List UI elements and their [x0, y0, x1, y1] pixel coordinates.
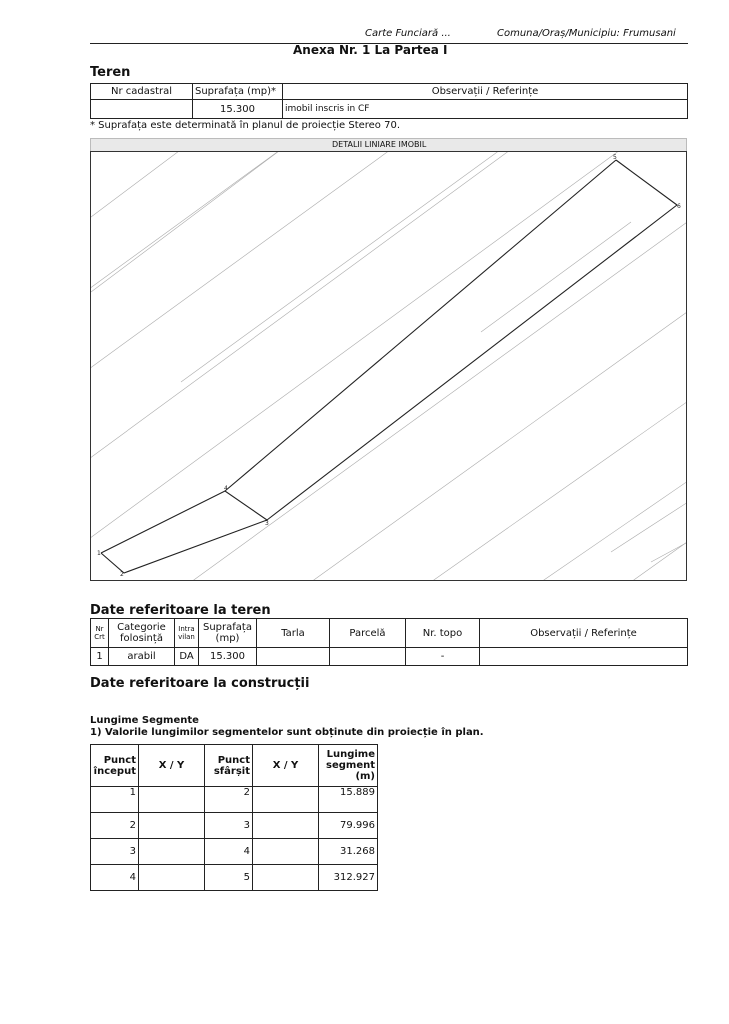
page-title: Anexa Nr. 1 La Partea I — [293, 43, 448, 57]
table-row — [91, 813, 378, 839]
col-nr-cadastral: Nr cadastral — [91, 84, 193, 100]
cell-length: 15.889 — [319, 787, 378, 813]
cell-end: 2 — [205, 787, 253, 813]
col-lungime: Lungime segment (m) — [319, 745, 378, 787]
cell-nr-crt: 1 — [91, 648, 109, 666]
cell-nr-cadastral — [91, 100, 193, 119]
cell-xy-start — [139, 787, 205, 813]
teren-heading: Teren — [90, 65, 131, 80]
col-observatii-teren: Observații / Referințe — [480, 619, 688, 648]
date-teren-table — [90, 618, 688, 666]
table-row — [91, 648, 688, 666]
parcel-plan-svg — [91, 152, 687, 581]
col-punct-inceput: Punct început — [91, 745, 139, 787]
table-row — [91, 787, 378, 813]
teren-table — [90, 83, 688, 119]
cell-start: 4 — [91, 865, 139, 891]
date-teren-heading: Date referitoare la teren — [90, 603, 271, 618]
cell-nr-topo: - — [406, 648, 480, 666]
cell-length: 312.927 — [319, 865, 378, 891]
cell-xy-end — [253, 787, 319, 813]
header-cf-label: Carte Funciară ... — [365, 28, 451, 39]
cell-observatii: imobil inscris in CF — [283, 100, 688, 119]
background-hatching — [91, 152, 687, 581]
segmente-heading: Lungime Segmente — [90, 715, 199, 726]
cell-categorie: arabil — [109, 648, 175, 666]
cell-end: 4 — [205, 839, 253, 865]
cell-start: 2 — [91, 813, 139, 839]
col-suprafata: Suprafața (mp)* — [193, 84, 283, 100]
plan-title: DETALII LINIARE IMOBIL — [332, 140, 427, 149]
cell-xy-end — [253, 839, 319, 865]
date-constructii-heading: Date referitoare la construcții — [90, 676, 310, 691]
table-row — [91, 839, 378, 865]
cell-suprafata: 15.300 — [193, 100, 283, 119]
cell-end: 3 — [205, 813, 253, 839]
col-intravilan: Intra vilan — [175, 619, 199, 648]
col-xy-start: X / Y — [139, 745, 205, 787]
col-categorie: Categorie folosință — [109, 619, 175, 648]
col-punct-sfarsit: Punct sfârșit — [205, 745, 253, 787]
parcel-plan — [90, 151, 687, 581]
point-label-3: 3 — [265, 520, 269, 527]
segmente-note: 1) Valorile lungimilor segmentelor sunt obținute din proiecție în plan. — [90, 727, 484, 738]
point-label-2: 2 — [120, 571, 124, 578]
cell-start: 1 — [91, 787, 139, 813]
cell-suprafata-mp: 15.300 — [199, 648, 257, 666]
cell-xy-end — [253, 813, 319, 839]
point-label-5: 5 — [613, 154, 617, 161]
point-label-6: 6 — [677, 203, 681, 210]
cell-xy-start — [139, 865, 205, 891]
cell-end: 5 — [205, 865, 253, 891]
cell-tarla — [257, 648, 330, 666]
cell-length: 31.268 — [319, 839, 378, 865]
col-parcela: Parcelă — [330, 619, 406, 648]
cell-parcela — [330, 648, 406, 666]
table-row — [91, 865, 378, 891]
cell-intravilan: DA — [175, 648, 199, 666]
header-commune-label: Comuna/Oraș/Municipiu: Frumusani — [497, 28, 676, 39]
col-suprafata-mp: Suprafața (mp) — [199, 619, 257, 648]
parcel-outline — [101, 160, 677, 573]
suprafata-footnote: * Suprafața este determinată în planul de proiecție Stereo 70. — [90, 120, 401, 131]
col-xy-end: X / Y — [253, 745, 319, 787]
cell-observatii-teren — [480, 648, 688, 666]
col-nr-topo: Nr. topo — [406, 619, 480, 648]
cell-xy-end — [253, 865, 319, 891]
cell-xy-start — [139, 839, 205, 865]
point-label-1: 1 — [97, 550, 101, 557]
col-observatii: Observații / Referințe — [283, 84, 688, 100]
cell-start: 3 — [91, 839, 139, 865]
cell-length: 79.996 — [319, 813, 378, 839]
col-tarla: Tarla — [257, 619, 330, 648]
cell-xy-start — [139, 813, 205, 839]
segmente-table — [90, 744, 378, 891]
point-label-4: 4 — [224, 485, 228, 492]
col-nr-crt: Nr Crt — [91, 619, 109, 648]
